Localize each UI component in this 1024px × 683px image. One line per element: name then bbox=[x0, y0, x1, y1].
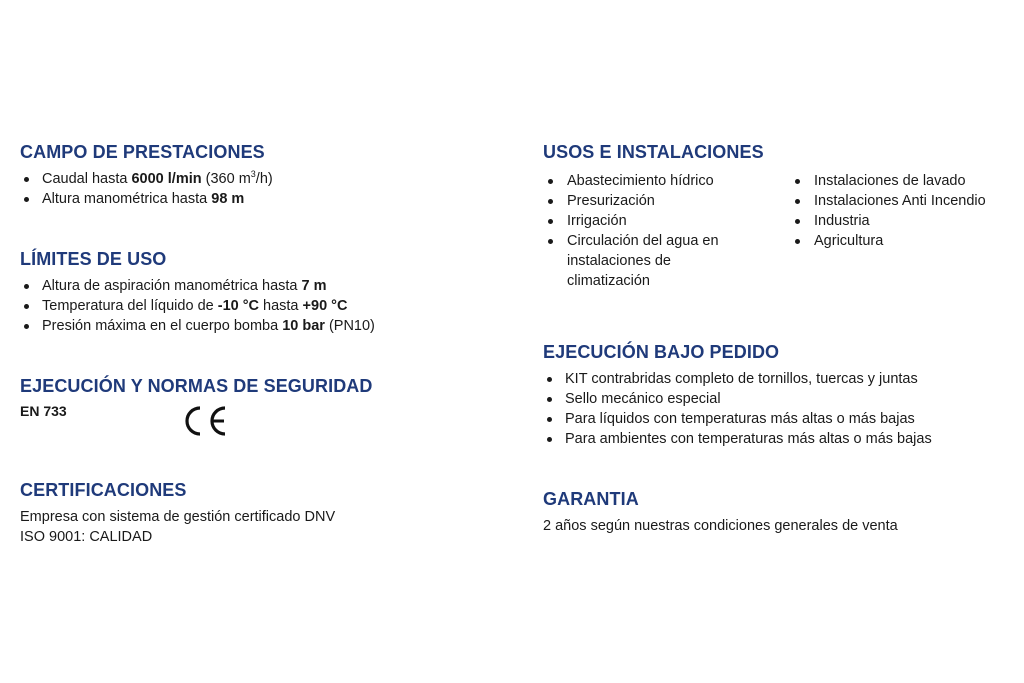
list-item: KIT contrabridas completo de tornillos, tuercas y juntas bbox=[543, 369, 1013, 389]
certs-section bbox=[20, 480, 500, 547]
list-item: Industria bbox=[790, 211, 1020, 231]
certs-title: CERTIFICACIONES bbox=[20, 480, 187, 500]
limits-section bbox=[20, 249, 500, 336]
list-item: Altura de aspiración manométrica hasta 7 m bbox=[20, 276, 500, 296]
warranty-text: 2 años según nuestras condiciones generales de venta bbox=[543, 518, 898, 534]
uses-list-2 bbox=[790, 171, 1020, 251]
list-item: Presurización bbox=[543, 191, 793, 211]
list-item: Caudal hasta 6000 l/min (360 $m^3/h$) bbox=[20, 169, 500, 189]
custom-title: EJECUCIÓN BAJO PEDIDO bbox=[543, 342, 780, 362]
list-item: Instalaciones Anti Incendio bbox=[790, 191, 1020, 211]
list-item: Irrigación bbox=[543, 211, 793, 231]
performance-section bbox=[20, 142, 500, 209]
norms-row bbox=[20, 403, 500, 443]
limits-title: LÍMITES DE USO bbox=[20, 249, 167, 269]
limits-list bbox=[20, 276, 500, 336]
performance-list bbox=[20, 169, 500, 209]
custom-list bbox=[543, 369, 1013, 449]
norm-code: EN 733 bbox=[20, 403, 67, 419]
list-item: Altura manométrica hasta 98 m bbox=[20, 189, 500, 209]
uses-title: USOS E INSTALACIONES bbox=[543, 142, 764, 162]
list-item: Circulación del agua en instalaciones de climatización bbox=[543, 231, 747, 291]
warranty-section bbox=[543, 489, 1013, 536]
list-item: Para ambientes con temperaturas más altas o más bajas bbox=[543, 429, 1013, 449]
list-item: Abastecimiento hídrico bbox=[543, 171, 793, 191]
custom-section bbox=[543, 342, 1013, 449]
norms-section bbox=[20, 376, 500, 443]
norms-title: EJECUCIÓN Y NORMAS DE SEGURIDAD bbox=[20, 376, 373, 396]
list-item: Instalaciones de lavado bbox=[790, 171, 1020, 191]
ce-mark-icon bbox=[180, 401, 230, 441]
uses-list-1 bbox=[543, 171, 793, 291]
certs-line: Empresa con sistema de gestión certificado DNV bbox=[20, 509, 336, 525]
certs-line: ISO 9001: CALIDAD bbox=[20, 529, 153, 545]
list-item: Presión máxima en el cuerpo bomba 10 bar (PN10) bbox=[20, 316, 500, 336]
warranty-title: GARANTIA bbox=[543, 489, 639, 509]
performance-title: CAMPO DE PRESTACIONES bbox=[20, 142, 265, 162]
uses-section bbox=[543, 142, 1013, 289]
list-item: Temperatura del líquido de -10 °C hasta +90 °C bbox=[20, 296, 500, 316]
list-item: Agricultura bbox=[790, 231, 1020, 251]
list-item: Sello mecánico especial bbox=[543, 389, 1013, 409]
list-item: Para líquidos con temperaturas más altas o más bajas bbox=[543, 409, 1013, 429]
